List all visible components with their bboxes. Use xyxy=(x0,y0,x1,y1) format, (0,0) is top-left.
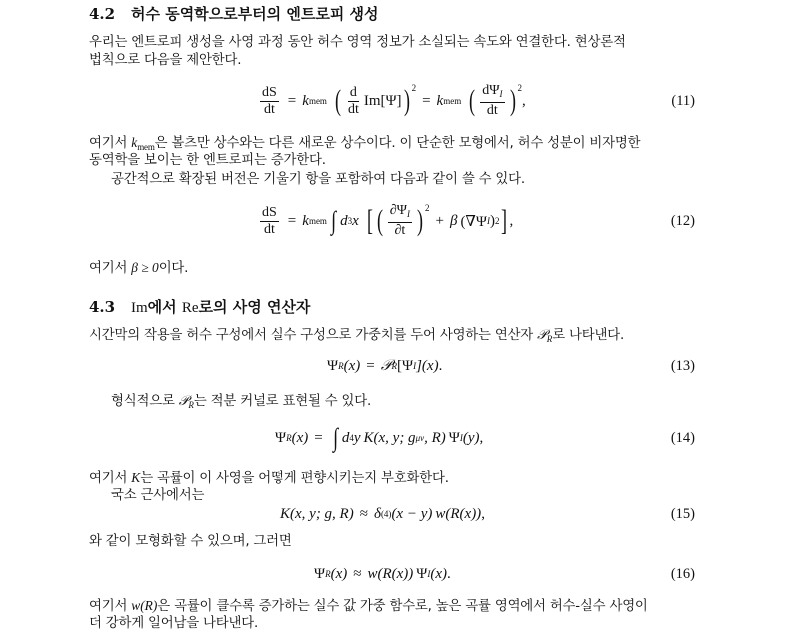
equation-13: Ψ R (x) = 𝒫 R [Ψ I ](x) . (13) xyxy=(89,346,695,386)
paragraph-line: 공간적으로 확장된 버전은 기울기 항을 포함하여 다음과 같이 쓸 수 있다. xyxy=(111,172,525,187)
paragraph-line: 여기서 $k_{mem}$은 볼츠만 상수와는 다른 새로운 상수이다. 이 단순한 모형에서, 허수 성분이 비자명한 xyxy=(89,135,641,152)
paragraph-line: 여기서 β ≥ 0이다. xyxy=(89,260,189,276)
paragraph-line: 법칙으로 다음을 제안한다. xyxy=(89,53,242,68)
fraction: $\frac{dS}{dt}$ xyxy=(262,84,277,117)
section-number: 4.3 xyxy=(89,298,116,316)
equation-number: (12) xyxy=(670,212,695,229)
paragraph-line: 동역학을 보이는 한 엔트로피는 증가한다. xyxy=(89,153,326,168)
paragraph-line: 와 같이 모형화할 수 있으며, 그러면 xyxy=(89,534,292,549)
section-heading-4-2 xyxy=(89,3,379,24)
equation-number: (16) xyxy=(670,565,695,582)
section-title: 허수 동역학으로부터의 엔트로피 생성 xyxy=(131,5,379,23)
equation-15: K(x, y; g, R) ≈ δ (4) (x − y) w(R(x)) , (15) xyxy=(89,494,695,534)
equation-14: Ψ R (x) = ∫ d 4 y K(x, y; g μν , R) Ψ I (y) , (14) xyxy=(89,418,695,458)
equation-number: (14) xyxy=(670,429,695,446)
equation-number: (15) xyxy=(670,505,695,522)
section-heading-4-3: 4.3 Im에서 Re로의 사영 연산자 xyxy=(89,298,311,316)
equation-number: (13) xyxy=(670,357,695,374)
paragraph-line: 시간막의 작용을 허수 구성에서 실수 구성으로 가중치를 두어 사영하는 연산자 𝒫$_R$로 나타낸다. xyxy=(89,327,625,344)
paragraph-line: 우리는 엔트로피 생성을 사영 과정 동안 허수 영역 정보가 소실되는 속도와 연결한다. 현상론적 xyxy=(89,35,626,50)
equation-11: $\frac{dS}{dt}$ = k mem ( $\frac{d}{dt}$ Im[Ψ] ) 2 = k mem ( $\frac{d\Psi_I}{dt}$ ) 2 , (11) xyxy=(89,81,695,121)
paragraph-line: 국소 근사에서는 xyxy=(111,488,205,503)
paragraph-line: 여기서 K는 곡률이 이 사영을 어떻게 편향시키는지 부호화한다. xyxy=(89,470,449,486)
paragraph-line: 형식적으로 𝒫$_R$는 적분 커널로 표현될 수 있다. xyxy=(111,393,372,410)
equation-12: $\frac{dS}{dt}$ = k mem ∫ d 3 x [ ( $\frac{\partial\Psi_I}{\partial t}$ ) 2 + β (∇Ψ I ) 2 ] , (12) xyxy=(89,201,695,241)
section-number: 4.2 xyxy=(89,5,116,23)
paragraph-line: 더 강하게 일어남을 나타낸다. xyxy=(89,616,259,631)
equation-number: (11) xyxy=(671,92,695,109)
equation-16: Ψ R (x) ≈ w(R(x)) Ψ I (x) . (16) xyxy=(89,554,695,594)
paragraph-line: 여기서 w(R)은 곡률이 클수록 증가하는 실수 값 가중 함수로, 높은 곡률 영역에서 허수-실수 사영이 xyxy=(89,598,648,614)
